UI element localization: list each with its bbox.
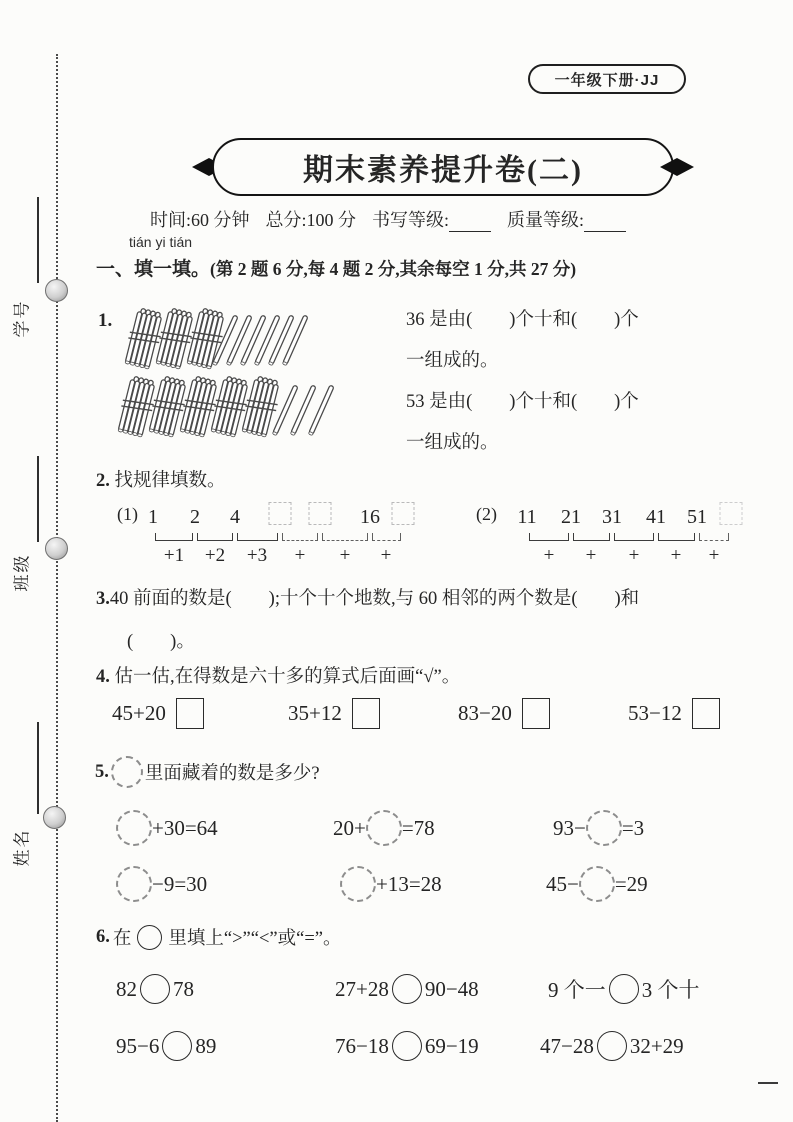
- comparison-circle: [137, 925, 162, 950]
- equation-text: 20+: [333, 815, 366, 840]
- step-bracket: [197, 533, 233, 541]
- q4-expression: [458, 698, 550, 729]
- section-score-note: (第 2 题 6 分,每 4 题 2 分,其余每空 1 分,共 27 分): [210, 259, 577, 279]
- comparison-circle: [609, 974, 639, 1004]
- hidden-number-circle: [116, 810, 152, 846]
- step-operator: +: [294, 545, 306, 566]
- sequence-number: 4: [230, 506, 240, 528]
- sequence-blank-box: [720, 502, 743, 525]
- pinyin-annotation: tián yi tián: [129, 234, 193, 250]
- writing-grade: [372, 206, 491, 232]
- step-bracket: [155, 533, 193, 541]
- class-label: 班级: [12, 553, 32, 592]
- q1-line-36b: 一组成的。: [406, 351, 499, 371]
- sequence-number: 1: [148, 506, 158, 528]
- step-bracket: [529, 533, 569, 541]
- q4-title: 估一估,在得数是六十多的算式后面画“√”。: [114, 667, 461, 687]
- expression-text: 53−12: [628, 701, 682, 725]
- q5-equation: [546, 866, 648, 902]
- title-banner: [196, 138, 690, 198]
- q5-title: 里面藏着的数是多少?: [144, 764, 320, 784]
- q4-expression: [628, 698, 720, 729]
- q4-expression: [112, 698, 204, 729]
- paper-meta-row: [150, 206, 626, 232]
- step-bracket: [658, 533, 695, 541]
- answer-box: [352, 698, 380, 729]
- q2-part1-label: (1): [117, 504, 138, 524]
- time-limit: 时间:60 分钟: [150, 210, 250, 230]
- sequence-number: 11: [517, 506, 537, 528]
- quality-grade: [507, 206, 626, 232]
- comparison-right: 3 个十: [641, 978, 700, 1002]
- counting-sticks-figure: [110, 300, 360, 450]
- q1-line-36: 36 是由( )个十和( )个: [406, 310, 639, 330]
- expression-text: 45+20: [112, 701, 166, 725]
- q6-comparison: [335, 1031, 479, 1061]
- comparison-left: 76−18: [335, 1033, 389, 1058]
- step-operator: +: [708, 545, 720, 566]
- hidden-number-circle: [111, 756, 143, 788]
- comparison-right: 89: [195, 1033, 217, 1058]
- step-bracket: [573, 533, 610, 541]
- class-blank-line: [37, 456, 39, 542]
- answer-box: [692, 698, 720, 729]
- q3-line1-text: 40 前面的数是( );十个十个地数,与 60 相邻的两个数是( )和: [109, 589, 640, 609]
- edition-badge: [528, 64, 686, 94]
- q4-expression: [288, 698, 380, 729]
- writing-grade-blank: [449, 212, 491, 232]
- step-operator: +: [339, 545, 351, 566]
- comparison-circle: [140, 974, 170, 1004]
- total-score: 总分:100 分: [265, 210, 357, 230]
- q4-number: 4.: [96, 667, 110, 687]
- q6-title-post: 里填上“>”“<”或“=”。: [168, 929, 342, 949]
- comparison-right: 90−48: [424, 976, 479, 1001]
- hidden-number-circle: [586, 810, 622, 846]
- sequence-number: 2: [190, 506, 200, 528]
- step-operator: +1: [163, 545, 185, 566]
- q5-equation: [116, 810, 218, 846]
- sequence-number: 21: [561, 506, 581, 528]
- comparison-left: 9 个一: [548, 978, 606, 1002]
- q6-comparison: [540, 1031, 684, 1061]
- q2-heading: [96, 466, 226, 492]
- binding-dotted-line: [56, 54, 58, 1122]
- hidden-number-circle: [340, 866, 376, 902]
- equation-text: =29: [614, 871, 648, 896]
- q1-line-53b: 一组成的。: [406, 433, 499, 453]
- q5-equation: [553, 810, 644, 846]
- q6-comparison: [548, 974, 700, 1004]
- q3-statement-line2: ( )。: [127, 632, 195, 652]
- q6-comparison: [335, 974, 479, 1004]
- q6-title-pre: 在: [112, 929, 132, 949]
- q5-heading: [95, 756, 320, 788]
- q5-equation: [340, 866, 442, 902]
- comparison-circle: [162, 1031, 192, 1061]
- equation-text: +13=28: [376, 871, 442, 896]
- comparison-left: 95−6: [116, 1033, 160, 1058]
- step-bracket: [372, 533, 401, 541]
- name-label: 姓名: [12, 828, 32, 867]
- name-blank-line: [37, 722, 39, 814]
- quality-grade-blank: [584, 212, 626, 232]
- expression-text: 83−20: [458, 701, 512, 725]
- step-operator: +: [380, 545, 392, 566]
- q2-part2-label: (2): [476, 504, 497, 524]
- comparison-left: 82: [116, 976, 137, 1001]
- sequence-number: 51: [687, 506, 707, 528]
- section-heading: [96, 254, 576, 281]
- sequence-number: 41: [646, 506, 666, 528]
- q5-equation: [333, 810, 435, 846]
- comparison-left: 27+28: [335, 976, 389, 1001]
- edition-badge-label: 一年级下册·JJ: [554, 71, 660, 89]
- student-number-blank-line: [37, 197, 39, 283]
- equation-text: +30=64: [152, 815, 218, 840]
- binding-hole: [45, 279, 68, 302]
- q2-title: 找规律填数。: [114, 471, 226, 491]
- step-bracket: [699, 533, 729, 541]
- page-footer-mark: [758, 1082, 778, 1084]
- q1-statement: [406, 300, 639, 464]
- step-operator: +: [543, 545, 555, 566]
- writing-grade-label: 书写等级:: [372, 210, 450, 230]
- q5-equation: [116, 866, 207, 902]
- step-bracket: [322, 533, 368, 541]
- answer-box: [176, 698, 204, 729]
- q1-line-53: 53 是由( )个十和( )个: [406, 392, 639, 412]
- binding-hole: [45, 537, 68, 560]
- step-bracket: [614, 533, 654, 541]
- equation-text: 93−: [553, 815, 586, 840]
- q2-sequence-1: [115, 496, 460, 576]
- q5-number: 5.: [95, 761, 109, 782]
- expression-text: 35+12: [288, 701, 342, 725]
- comparison-right: 69−19: [424, 1033, 479, 1058]
- comparison-left: 47−28: [540, 1033, 594, 1058]
- paper-title: 期末素养提升卷(二): [303, 154, 583, 187]
- step-bracket: [282, 533, 318, 541]
- comparison-circle: [392, 1031, 422, 1061]
- sequence-blank-box: [309, 502, 332, 525]
- q6-number: 6.: [96, 926, 110, 947]
- q2-number: 2.: [96, 471, 110, 491]
- q4-heading: [96, 662, 460, 688]
- comparison-circle: [597, 1031, 627, 1061]
- sequence-number: 31: [602, 506, 622, 528]
- step-operator: +: [585, 545, 597, 566]
- sequence-blank-box: [392, 502, 415, 525]
- step-operator: +: [628, 545, 640, 566]
- student-number-label: 学号: [12, 299, 32, 338]
- equation-text: =78: [401, 815, 435, 840]
- sequence-number: 16: [360, 506, 380, 528]
- title-banner-pill: [212, 138, 674, 196]
- comparison-right: 78: [173, 976, 194, 1001]
- comparison-right: 32+29: [629, 1033, 684, 1058]
- step-operator: +2: [204, 545, 226, 566]
- answer-box: [522, 698, 550, 729]
- q1-number: 1.: [98, 310, 113, 331]
- hidden-number-circle: [366, 810, 402, 846]
- q6-comparison: [116, 974, 194, 1004]
- section-heading-text: 一、填一填。: [96, 259, 211, 280]
- sequence-blank-box: [269, 502, 292, 525]
- equation-text: −9=30: [152, 871, 208, 896]
- step-bracket: [237, 533, 278, 541]
- binding-hole: [43, 806, 66, 829]
- q6-comparison: [116, 1031, 216, 1061]
- q2-sequence-2: [450, 496, 793, 576]
- step-operator: +3: [246, 545, 268, 566]
- hidden-number-circle: [116, 866, 152, 902]
- equation-text: 45−: [546, 871, 579, 896]
- q3-statement-line1: [96, 584, 639, 610]
- comparison-circle: [392, 974, 422, 1004]
- equation-text: =3: [621, 815, 645, 840]
- q6-heading: [96, 924, 341, 950]
- q3-number: 3.: [96, 589, 110, 609]
- hidden-number-circle: [579, 866, 615, 902]
- quality-grade-label: 质量等级:: [507, 210, 585, 230]
- step-operator: +: [670, 545, 682, 566]
